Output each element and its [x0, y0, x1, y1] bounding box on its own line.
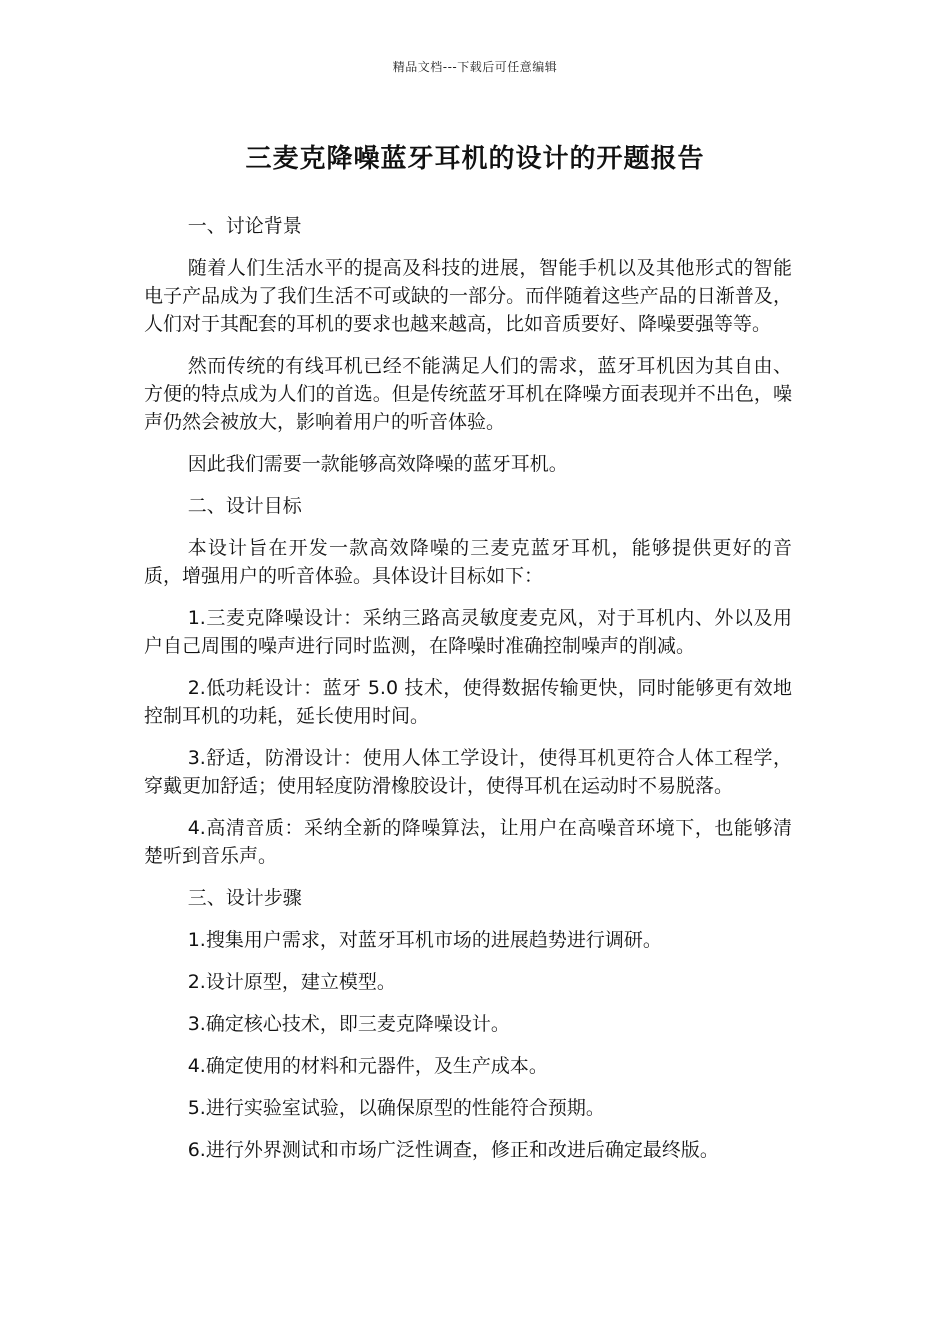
goal-item-2: 2.低功耗设计：蓝牙 5.0 技术，使得数据传输更快，同时能够更有效地控制耳机的功耗，延长使用时间。 — [144, 677, 792, 727]
step-item-3: 3.确定核心技术，即三麦克降噪设计。 — [187, 1013, 510, 1035]
section-heading-goals: 二、设计目标 — [187, 495, 302, 517]
step-item-1: 1.搜集用户需求，对蓝牙耳机市场的进展趋势进行调研。 — [187, 929, 662, 951]
paragraph-background-2: 然而传统的有线耳机已经不能满足人们的需求，蓝牙耳机因为其自由、方便的特点成为人们的首选。但是传统蓝牙耳机在降噪方面表现并不出色，噪声仍然会被放大，影响着用户的听音体验。 — [144, 355, 792, 433]
goal-item-4: 4.高清音质：采纳全新的降噪算法，让用户在高噪音环境下，也能够清楚听到音乐声。 — [144, 817, 792, 867]
paragraph-background-1: 随着人们生活水平的提高及科技的进展，智能手机以及其他形式的智能电子产品成为了我们生活不可或缺的一部分。而伴随着这些产品的日渐普及，人们对于其配套的耳机的要求也越来越高，比如音质要好、降噪要强等等。 — [144, 257, 792, 335]
step-item-4: 4.确定使用的材料和元器件，及生产成本。 — [187, 1055, 548, 1077]
goal-item-3: 3.舒适，防滑设计：使用人体工学设计，使得耳机更符合人体工程学，穿戴更加舒适；使用轻度防滑橡胶设计，使得耳机在运动时不易脱落。 — [144, 747, 792, 797]
step-item-2: 2.设计原型，建立模型。 — [187, 971, 396, 993]
document-body — [144, 212, 792, 1178]
document-title: 三麦克降噪蓝牙耳机的设计的开题报告 — [245, 144, 705, 174]
goal-item-1: 1.三麦克降噪设计：采纳三路高灵敏度麦克风，对于耳机内、外以及用户自己周围的噪声进行同时监测，在降噪时准确控制噪声的削减。 — [144, 607, 792, 657]
section-heading-background: 一、讨论背景 — [187, 215, 302, 237]
step-item-6: 6.进行外界测试和市场广泛性调查，修正和改进后确定最终版。 — [187, 1139, 719, 1161]
step-item-5: 5.进行实验室试验，以确保原型的性能符合预期。 — [187, 1097, 605, 1119]
section-heading-steps: 三、设计步骤 — [187, 887, 302, 909]
paragraph-goals-intro: 本设计旨在开发一款高效降噪的三麦克蓝牙耳机，能够提供更好的音质，增强用户的听音体验。具体设计目标如下： — [144, 537, 792, 587]
header-note: 精品文档---下载后可任意编辑 — [392, 60, 558, 74]
paragraph-background-3: 因此我们需要一款能够高效降噪的蓝牙耳机。 — [187, 453, 568, 475]
